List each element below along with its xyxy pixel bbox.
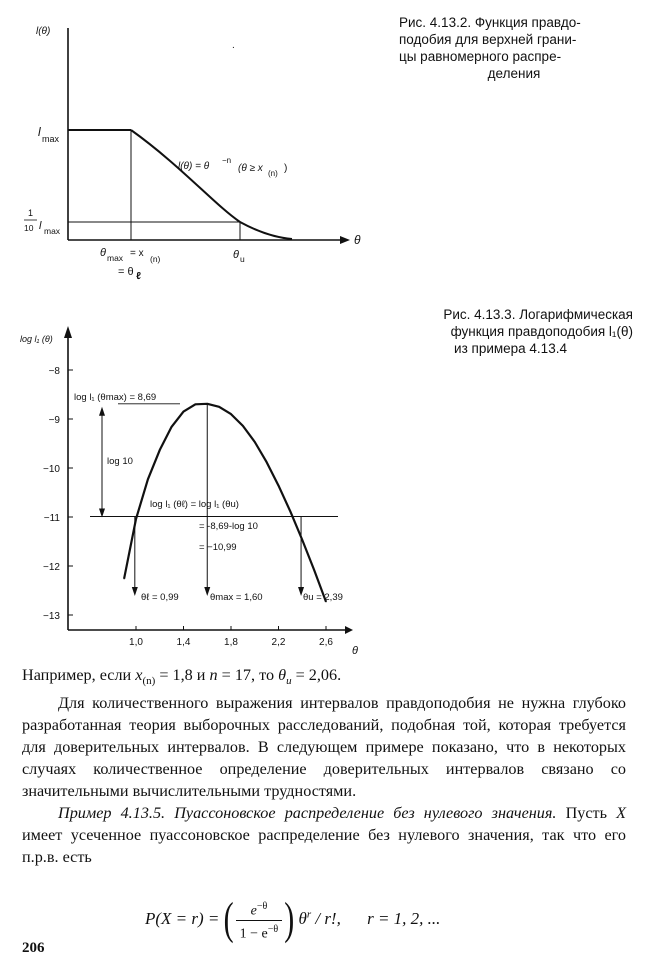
pmf-formula: P(X = r) = ( $\frac{e^{-\theta}}{1 - e^{-\theta}}$ ) $\theta^r$ / r!, r = 1, 2, ... [145,894,441,945]
fig2-eq-line-1: log l₁ (θℓ) = log l₁ (θu) [150,499,239,510]
fig2-log10-label: log 10 [107,456,133,467]
fig1-dot: . [232,40,235,51]
fig2-curve-point [302,539,303,540]
fig1-curve-close: ) [284,163,288,174]
fig1-tenth-num: 1 [28,208,34,218]
fig2-x-tick-label: 1,8 [224,637,238,648]
fig1-x-arrow-icon [340,236,350,244]
fig2-curve-point [278,485,279,486]
page-number: 206 [22,940,45,956]
fig1-theta-max-sub: max [107,253,124,263]
fig1-caption-line-3: цы равномерного распре- [399,49,562,64]
fig1-caption-line-4: деления [487,66,541,81]
fig1-caption-line-2: подобия для верхней грани- [399,32,577,47]
fig2-y-tick-label: −12 [43,562,60,573]
fig2-caption-line-3: из примера 4.13.4 [454,341,567,356]
fig1-likelihood-curve [131,130,292,239]
figure-1-caption [399,14,629,82]
fig1-theta-u-sub: u [240,254,245,264]
fig1-equals-theta-l: = θ [118,266,134,278]
fig2-log10-arrow-up-icon [99,407,105,416]
figure-2-caption [388,306,633,357]
fig2-x-tick-label: 2,2 [271,637,286,648]
fig2-theta-max-label: θmax = 1,60 [210,592,263,603]
fig2-y-tick-label: −9 [48,415,60,426]
fig2-curve-point [314,569,315,570]
fig1-x-sub: (n) [150,254,161,264]
fig2-curve-point [290,511,291,512]
fig1-lmax-label: l [38,125,41,139]
fig2-curve-point [230,414,231,415]
fig2-y-tick-label: −10 [43,464,60,475]
fig2-curve-point [266,462,267,463]
fig1-tenth-den: 10 [24,223,34,233]
fig2-curve-point [242,425,243,426]
fig1-y-axis-label: l(θ) [36,26,51,37]
fig2-x-axis-label: θ [352,645,358,657]
fig2-curve-point [135,518,136,519]
example-result-line: Например, если $x_{(n)} = 1,8$ и n = 17, то $\theta_u = 2,06$. [22,666,342,688]
fig1-curve-label: l(θ) = θ [178,161,210,172]
fig1-curve-cond: (θ ≥ x [238,163,263,174]
example-title: Пример 4.13.5. Пуассоновское распределение без нулевого значения. [58,804,557,823]
fig1-equals-x: = x [130,248,144,259]
fig2-curve-point [171,426,172,427]
fig2-max-annot: log l₁ (θmax) = 8,69 [74,392,157,403]
fig2-y-tick-label: −8 [48,366,60,377]
fig2-curve-point [195,404,196,405]
fig2-curve-point [183,411,184,412]
fig2-x-arrow-icon [345,626,353,634]
fig2-x-tick-label: 2,6 [319,637,333,648]
fig2-theta-l-label: θℓ = 0,99 [141,592,179,603]
fig1-tenth-l: l [39,220,42,232]
fig1-theta-max: θ [100,247,106,259]
fig2-curve-point [124,578,125,579]
fig1-curve-cond-sub: (n) [268,169,278,178]
fig2-y-tick-label: −11 [43,513,60,524]
fig2-y-axis-label: log l₁ (θ) [20,334,53,344]
fig2-y-tick-label: −13 [43,611,60,622]
fig2-x-tick-label: 1,4 [176,637,191,648]
paragraph-intervals: Для количественного выражения интервалов правдоподобия не нужна глубоко разработанная теория выборочных расследований, подобная той, которая требуется для доверительных интервалов. В следующем примере показано, что в некоторых случаях количественное определение доверительных интервалов связано со значительными вычислительными трудностями. [22,694,626,801]
fig1-curve-exp: −n [222,156,232,165]
body-text [22,664,626,868]
fig2-x-tick-label: 1,0 [129,637,143,648]
fig2-caption-line-1: Рис. 4.13.3. Логарифмическая [443,307,633,322]
fig2-curve-point [159,449,160,450]
fig2-eq-line-2: = -8,69-log 10 [199,521,258,532]
fig2-curve-point [219,406,220,407]
fig1-x-axis-label: θ [354,233,361,247]
fig2-caption-line-2: функция правдоподобия l₁(θ) [450,324,633,339]
paragraph-example: Пример 4.13.5. Пуассоновское распределение без нулевого значения. Пусть X имеет усеченное пуассоновское распределение без нулевого значения, так что его п.р.в. есть [22,804,626,867]
fig1-caption-line-1: Рис. 4.13.2. Функция правдо- [399,15,581,30]
fig2-curve-point [254,441,255,442]
fig2-eq-line-3: = −10,99 [199,542,237,553]
fig1-theta-u: θ [233,249,239,261]
fig2-curve-point [147,479,148,480]
fig2-theta-l-arrow-icon [132,587,138,596]
fig2-theta-u-label: θu = 2,39 [303,592,343,603]
fig1-lmax-sub: max [42,134,60,144]
fig1-theta-l-sub: ℓ [136,271,141,282]
fig2-y-arrow-icon [64,326,72,338]
fig1-tenth-sub: max [44,226,61,236]
